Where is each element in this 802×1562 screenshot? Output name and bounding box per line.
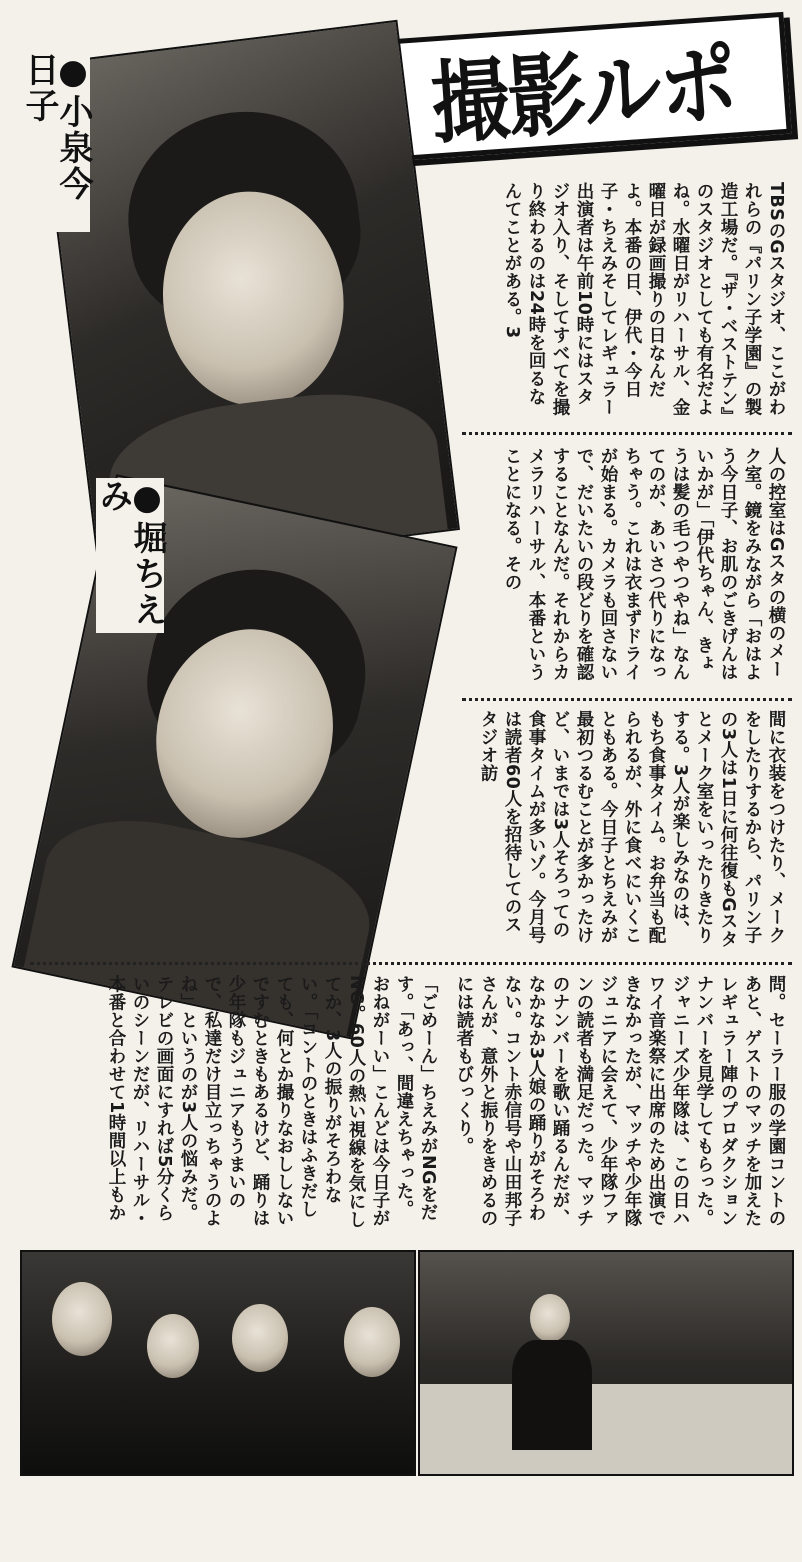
paragraph: TBSのGスタジオ、ここがわれらの『パリン子学園』の製造工場だ。『ザ・ベストテン』のスタジオとしても有名だよね。水曜日がリハーサル、金曜日が録画撮りの日なんだよ。本番の日、伊代・今日子・ちえみそしてレギュラー出演者は午前10時にはスタジオ入り、そしてすべてを撮り終わるのは24時を回るなんてことがある。3 [502,182,786,417]
article-section-4 [452,975,788,1235]
paragraph: 人の控室はGスタの横のメーク室。鏡をみながら「おはよう今日子、お肌のごきげんはいかが」「伊代ちゃん、きょうは髪の毛つやつやね」なんてのが、あいさつ代りになっちゃう。これは衣まずドライが始まる。カメラも回さないで、だいたいの段どりを確認することなんだ。それからカメラリハーサル、本番ということになる。その [502,447,786,681]
face-shape [52,1282,112,1356]
photo-hori [11,474,457,1040]
page-title: 撮影ルポ [428,32,739,158]
article-section-2 [452,447,788,683]
face-shape [530,1294,570,1342]
photo-studio-girls [20,1250,416,1476]
title-box [374,12,792,162]
paragraph: 問。セーラー服の学園コントのあと、ゲストのマッチを加えたレギュラー陣のプロダクションナンバーを見学してもらった。ジャニーズ少年隊は、この日ハワイ音楽祭に出席のため出演できなかったが、マッチや少年隊ジュニアに会えて、少年隊ファンの読者も満足だった。マッチのナンバーを歌い踊るんだが、なかなか3人娘の踊りがそろわない。コント赤信号や山田邦子さんが、意外と振りをきめるのには読者もびっくり。 [454,975,786,1227]
face-shape [344,1307,400,1377]
article-section-1 [452,182,788,418]
paragraph: 「ごめーん」ちえみがNGをだす。「あっ、間違えちゃった。おねがーい」こんどは今日子がNG。60人の熱い視線を気にしてか、3人の振りがそろわない。「コントのときはふきだしても、何とか撮りなおししないですむときもあるけど、踊りは少年隊もジュニアもうまいので、私達だけ目立っちゃうのよね」というのが3人の悩みだ。テレビの画面にすれば5分くらいのシーンだが、リハーサル・本番と合わせて1時間以上もか [106,975,438,1229]
uniform-shape [512,1340,592,1450]
caption-hori: ●堀ちえみ [96,478,164,633]
article-section-5 [30,975,440,1235]
dotted-divider [30,962,792,965]
paragraph: 間に衣装をつけたり、メークをしたりするから、パリン子の3人は1日に何往復もGスタとメーク室をいったりきたりする。3人が楽しみなのは、もち食事タイム。お弁当も配られるが、外に食べにいくこともある。今日子とちえみが最初つるむことが多かったけど、いまでは3人そろっての食事タイムが多いゾ。今月号は読者60人を招待してのスタジオ訪 [478,710,786,949]
caption-koizumi: ●小泉今日子 [22,52,90,232]
article-section-3 [452,710,788,950]
face-shape [232,1304,288,1372]
dotted-divider [462,698,792,701]
floor-shape [420,1384,792,1474]
face-shape [147,1314,199,1378]
dotted-divider [462,432,792,435]
photo-studio-readers [418,1250,794,1476]
